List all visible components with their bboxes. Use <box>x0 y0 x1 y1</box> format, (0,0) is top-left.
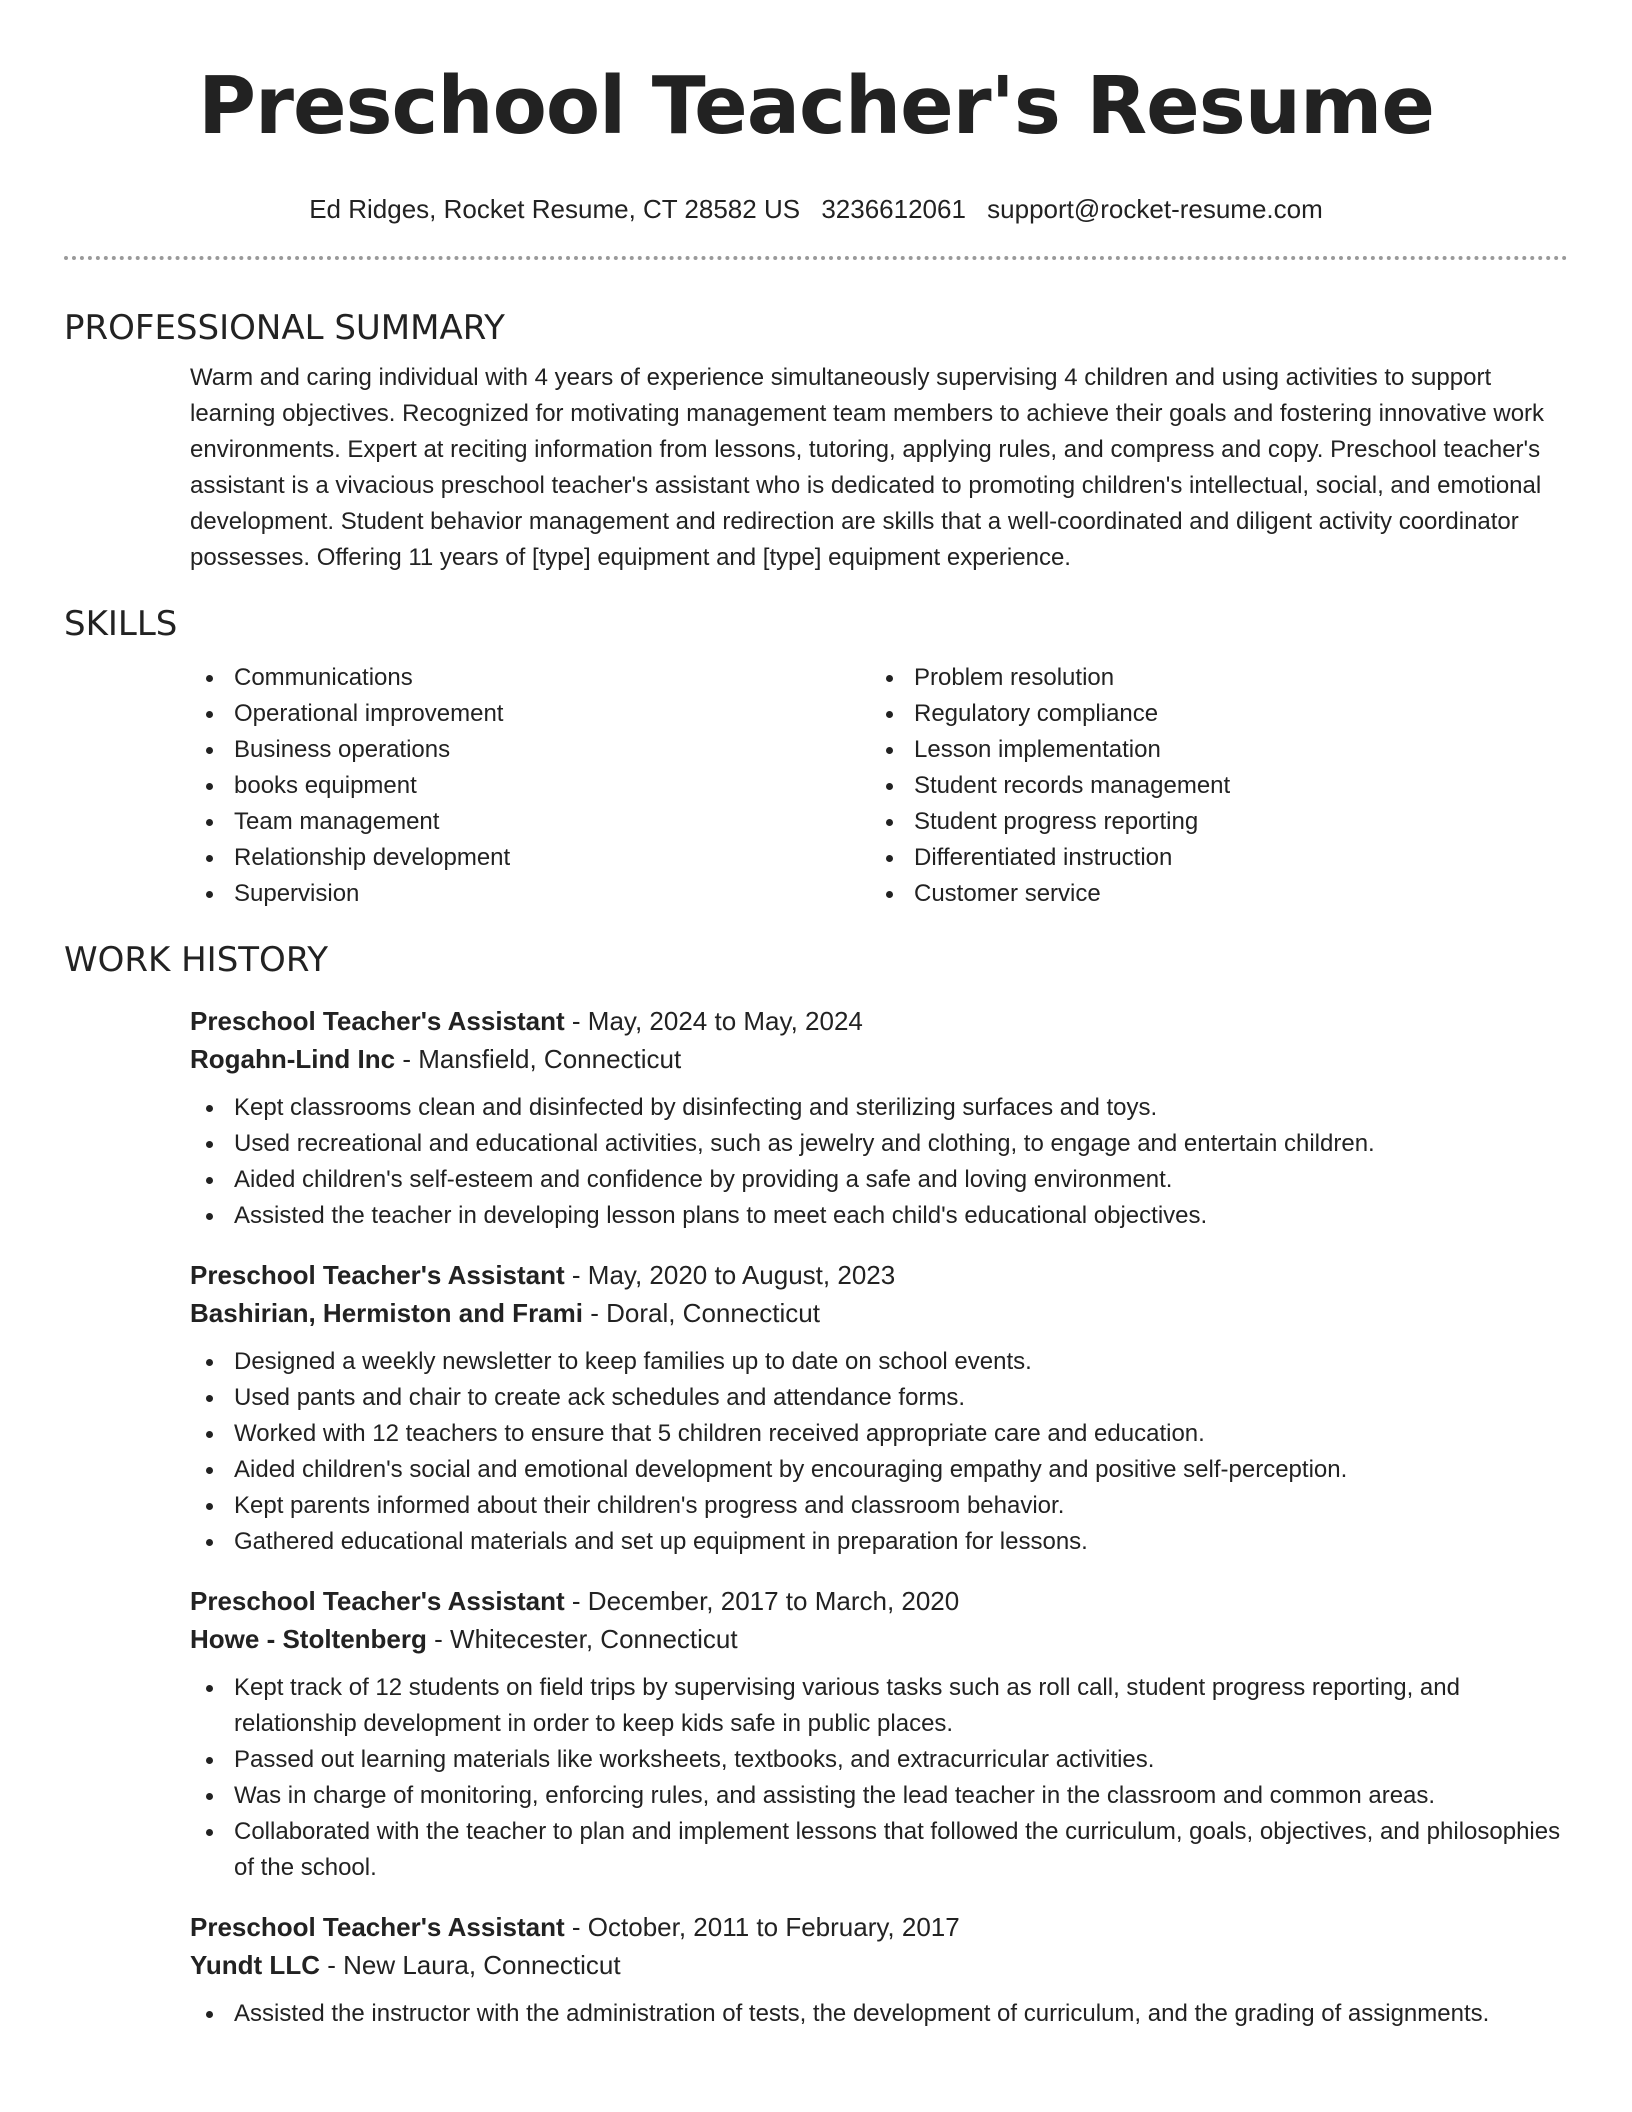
skills-column-left <box>190 660 870 912</box>
duty-item: Aided children's social and emotional development by encouraging empathy and positive self-perception. <box>190 1452 1568 1488</box>
duty-item: Used recreational and educational activities, such as jewelry and clothing, to engage and entertain children. <box>190 1126 1568 1162</box>
job-entry <box>190 1256 1568 1560</box>
duty-item: Designed a weekly newsletter to keep families up to date on school events. <box>190 1344 1568 1380</box>
job-entry <box>190 1908 1568 2032</box>
job-duties <box>190 1090 1568 1234</box>
job-dates: - October, 2011 to February, 2017 <box>571 1912 960 1942</box>
job-entry <box>190 1002 1568 1234</box>
skill-item: Customer service <box>870 876 1550 912</box>
job-company: Bashirian, Hermiston and Frami <box>190 1298 583 1328</box>
job-location: - Mansfield, Connecticut <box>402 1044 682 1074</box>
duty-item: Worked with 12 teachers to ensure that 5 children received appropriate care and education. <box>190 1416 1568 1452</box>
skill-item: Student records management <box>870 768 1550 804</box>
job-title: Preschool Teacher's Assistant <box>190 1260 565 1290</box>
job-company-line <box>190 1946 1568 1984</box>
job-dates: - May, 2020 to August, 2023 <box>571 1260 896 1290</box>
job-title: Preschool Teacher's Assistant <box>190 1586 565 1616</box>
contact-line <box>64 192 1568 226</box>
duty-item: Assisted the instructor with the administration of tests, the development of curriculum, and the grading of assignments. <box>190 1996 1568 2032</box>
job-dates: - May, 2024 to May, 2024 <box>571 1006 863 1036</box>
contact-phone: 3236612061 <box>821 194 966 224</box>
summary-text: Warm and caring individual with 4 years of experience simultaneously supervising 4 children and using activities to support learning objectives. Recognized for motivating management team members to achieve their goals and fostering innovative work environments. Expert at reciting information from lessons, tutoring, applying rules, and compress and copy. Preschool teacher's assistant is a vivacious preschool teacher's assistant who is dedicated to promoting children's intellectual, social, and emotional development. Student behavior management and redirection are skills that a well-coordinated and diligent activity coordinator possesses. Offering 11 years of [type] equipment and [type] equipment experience. <box>190 364 1545 571</box>
duty-item: Passed out learning materials like worksheets, textbooks, and extracurricular activities. <box>190 1742 1568 1778</box>
job-title-line <box>190 1256 1568 1294</box>
summary-heading: PROFESSIONAL SUMMARY <box>64 308 505 348</box>
duty-item: Used pants and chair to create ack schedules and attendance forms. <box>190 1380 1568 1416</box>
skill-item: Operational improvement <box>190 696 870 732</box>
skill-item: Regulatory compliance <box>870 696 1550 732</box>
skills-heading: SKILLS <box>64 604 178 644</box>
skills-list <box>190 660 1568 912</box>
job-title-line <box>190 1582 1568 1620</box>
skill-item: Lesson implementation <box>870 732 1550 768</box>
header-divider <box>64 256 1568 260</box>
skill-item: Business operations <box>190 732 870 768</box>
duty-item: Was in charge of monitoring, enforcing rules, and assisting the lead teacher in the classroom and common areas. <box>190 1778 1568 1814</box>
skill-item: books equipment <box>190 768 870 804</box>
skills-column-right <box>870 660 1550 912</box>
skill-item: Student progress reporting <box>870 804 1550 840</box>
job-title: Preschool Teacher's Assistant <box>190 1006 565 1036</box>
resume-title: Preschool Teacher's Resume <box>198 60 1434 152</box>
duty-item: Aided children's self-esteem and confidence by providing a safe and loving environment. <box>190 1162 1568 1198</box>
duty-item: Assisted the teacher in developing lesson plans to meet each child's educational objectives. <box>190 1198 1568 1234</box>
job-location: - Whitecester, Connecticut <box>434 1624 738 1654</box>
duty-item: Kept parents informed about their children's progress and classroom behavior. <box>190 1488 1568 1524</box>
skill-item: Team management <box>190 804 870 840</box>
job-company-line <box>190 1294 1568 1332</box>
job-location: - New Laura, Connecticut <box>327 1950 621 1980</box>
duty-item: Collaborated with the teacher to plan and implement lessons that followed the curriculum, goals, objectives, and philosophies of the school. <box>190 1814 1568 1886</box>
job-company: Yundt LLC <box>190 1950 320 1980</box>
job-title: Preschool Teacher's Assistant <box>190 1912 565 1942</box>
contact-address: Ed Ridges, Rocket Resume, CT 28582 US <box>309 194 801 224</box>
job-entry <box>190 1582 1568 1886</box>
job-company: Rogahn-Lind Inc <box>190 1044 396 1074</box>
job-duties <box>190 1344 1568 1560</box>
job-location: - Doral, Connecticut <box>590 1298 820 1328</box>
job-company-line <box>190 1040 1568 1078</box>
job-company: Howe - Stoltenberg <box>190 1624 427 1654</box>
duty-item: Gathered educational materials and set up equipment in preparation for lessons. <box>190 1524 1568 1560</box>
job-dates: - December, 2017 to March, 2020 <box>571 1586 960 1616</box>
job-duties <box>190 1670 1568 1886</box>
work-history-heading: WORK HISTORY <box>64 940 329 980</box>
skill-item: Supervision <box>190 876 870 912</box>
skill-item: Relationship development <box>190 840 870 876</box>
skill-item: Differentiated instruction <box>870 840 1550 876</box>
skill-item: Problem resolution <box>870 660 1550 696</box>
duty-item: Kept track of 12 students on field trips by supervising various tasks such as roll call, student progress reporting, and relationship development in order to keep kids safe in public places. <box>190 1670 1568 1742</box>
job-company-line <box>190 1620 1568 1658</box>
job-duties <box>190 1996 1568 2032</box>
contact-email: support@rocket-resume.com <box>987 194 1323 224</box>
skill-item: Communications <box>190 660 870 696</box>
job-title-line <box>190 1002 1568 1040</box>
duty-item: Kept classrooms clean and disinfected by disinfecting and sterilizing surfaces and toys. <box>190 1090 1568 1126</box>
job-title-line <box>190 1908 1568 1946</box>
